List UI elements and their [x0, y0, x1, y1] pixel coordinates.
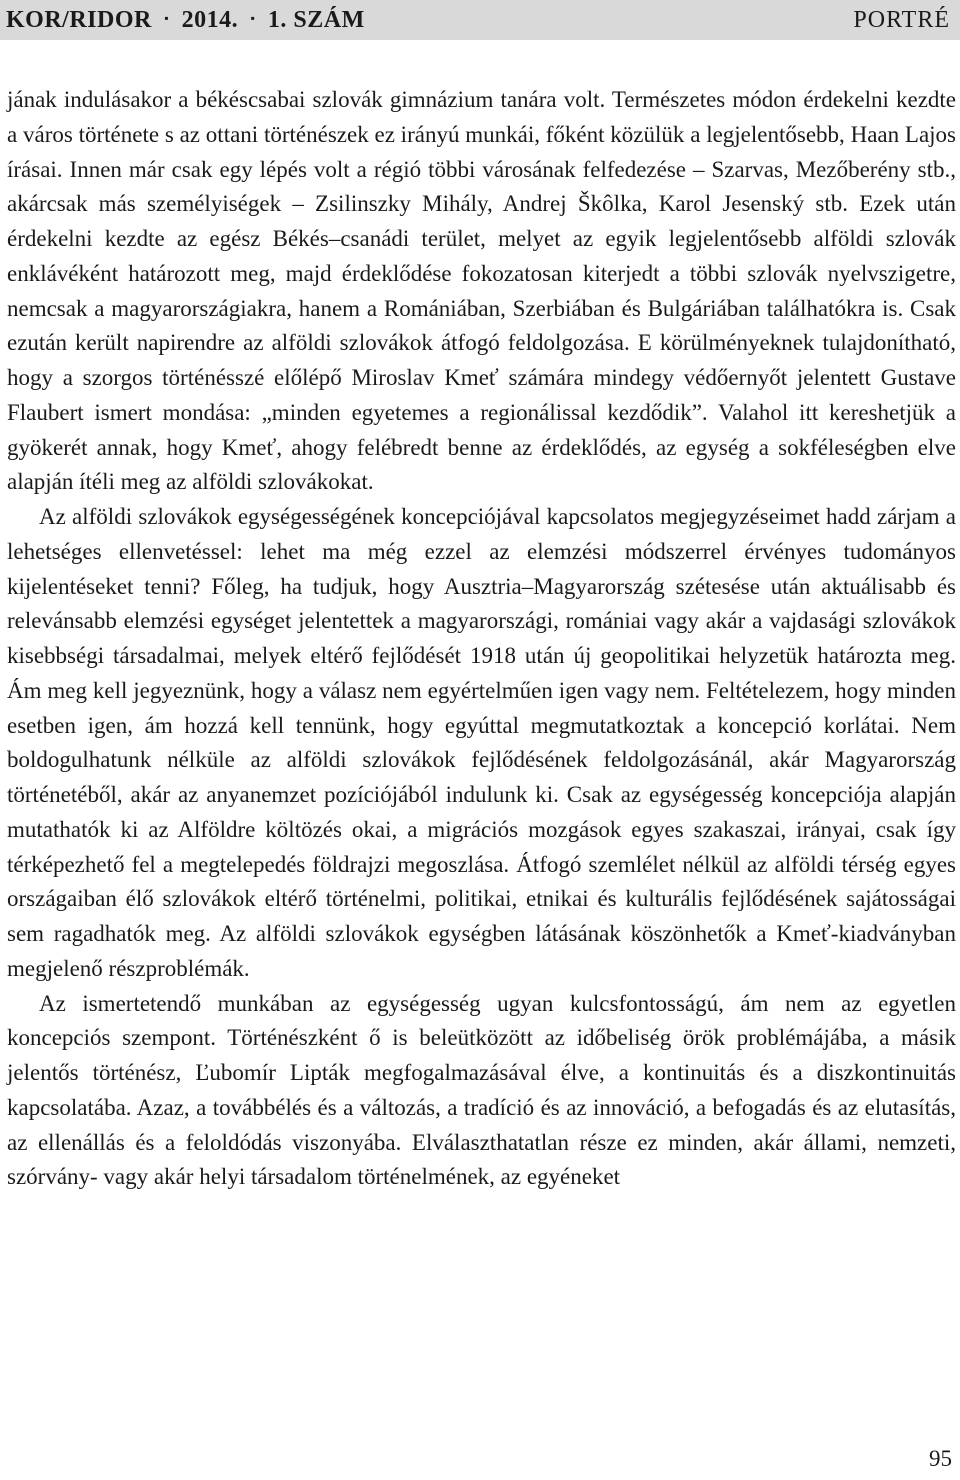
running-header	[0, 0, 960, 40]
article-body	[7, 83, 956, 1195]
page-number: 95	[929, 1446, 952, 1471]
journal-issue-label	[6, 7, 365, 34]
issue-year: 2014.	[181, 6, 239, 33]
separator-icon: ▪	[250, 11, 256, 26]
journal-title: KOR/RIDOR	[6, 6, 152, 33]
issue-number: 1. SZÁM	[267, 6, 365, 33]
paragraph: Az alföldi szlovákok egységességének koncepciójával kapcsolatos megjegyzéseimet hadd zárjam a lehetséges ellenvetéssel: lehet ma még ezzel az elemzési módszerrel érvényes tudományos kijelentéseket tenni? Főleg, ha tudjuk, hogy Ausztria–Magyarország szétesése után aktuálisabb és relevánsabb elemzési egységet jelentettek a magyarországi, romániai vagy akár a vajdasági szlovákok kisebbségi társadalmai, melyek eltérő fejlődését 1918 után új geopolitikai helyzetük határozta meg. Ám meg kell jegyeznünk, hogy a válasz nem egyértelműen igen vagy nem. Feltételezem, hogy minden esetben igen, ám hozzá kell tennünk, hogy egyúttal megmutatkoztak a koncepció korlátai. Nem boldogulhatunk nélküle az alföldi szlovákok fejlődésének feldolgozásánál, akár Magyarország történetéből, akár az anyanemzet pozíciójából indulunk ki. Csak az egységesség koncepciója alapján mutathatók ki az Alföldre költözés okai, a migrációs mozgások egyes szakaszai, irányai, csak így térképezhető fel a megtelepedés földrajzi megoszlása. Átfogó szemlélet nélkül az alföldi térség egyes országaiban élő szlovákok eltérő történelmi, politikai, etnikai és kulturális fejlődésének sajátosságai sem ragadhatók meg. Az alföldi szlovákok egységben látásának köszönhetők a Kmeť-kiadványban megjelenő részproblémák.	[7, 504, 956, 981]
paragraph: Az ismertetendő munkában az egységesség ugyan kulcsfontosságú, ám nem az egyetlen koncepciós szempont. Történészként ő is beleütközött az időbeliség örök problémájába, a másik jelentős történész, Ľubomír Lipták megfogalmazásával élve, a kontinuitás és a diszkontinuitás kapcsolatába. Azaz, a továbbélés és a változás, a tradíció és az innováció, a befogadás és az elutasítás, az ellenállás és a feloldódás viszonyába. Elválaszthatatlan része ez minden, akár állami, nemzeti, szórvány- vagy akár helyi társadalom történelmének, az egyéneket	[7, 990, 956, 1190]
separator-icon: ▪	[164, 11, 170, 26]
paragraph: jának indulásakor a békéscsabai szlovák gimnázium tanára volt. Természetes módon érdekelni kezdte a város története s az ottani történészek ez irányú munkái, főként közülük a legjelentősebb, Haan Lajos írásai. Innen már csak egy lépés volt a régió többi városának felfedezése – Szarvas, Mezőberény stb., akárcsak más személyiségek – Zsilinszky Mihály, Andrej Škôlka, Karol Jesenský stb. Ezek után érdekelni kezdte az egész Békés–csanádi terület, melyet az egyik legjelentősebb alföldi szlovák enklávéként határozott meg, majd érdeklődése fokozatosan kiterjedt a többi szlovák nyelvszigetre, nemcsak a magyarországiakra, hanem a Romániában, Szerbiában és Bulgáriában találhatókra is. Csak ezután került napirendre az alföldi szlovákok átfogó feldolgozása. E körülményeknek tulajdonítható, hogy a szorgos történésszé előlépő Miroslav Kmeť számára mindegy védőernyőt jelentett Gustave Flaubert ismert mondása: „minden egyetemes a regionálissal kezdődik”. Valahol itt kereshetjük a gyökerét annak, hogy Kmeť, ahogy felébredt benne az érdeklődés, az egység a sokféleségben elve alapján ítéli meg az alföldi szlovákokat.	[7, 87, 956, 495]
section-label: PORTRÉ	[853, 6, 950, 33]
